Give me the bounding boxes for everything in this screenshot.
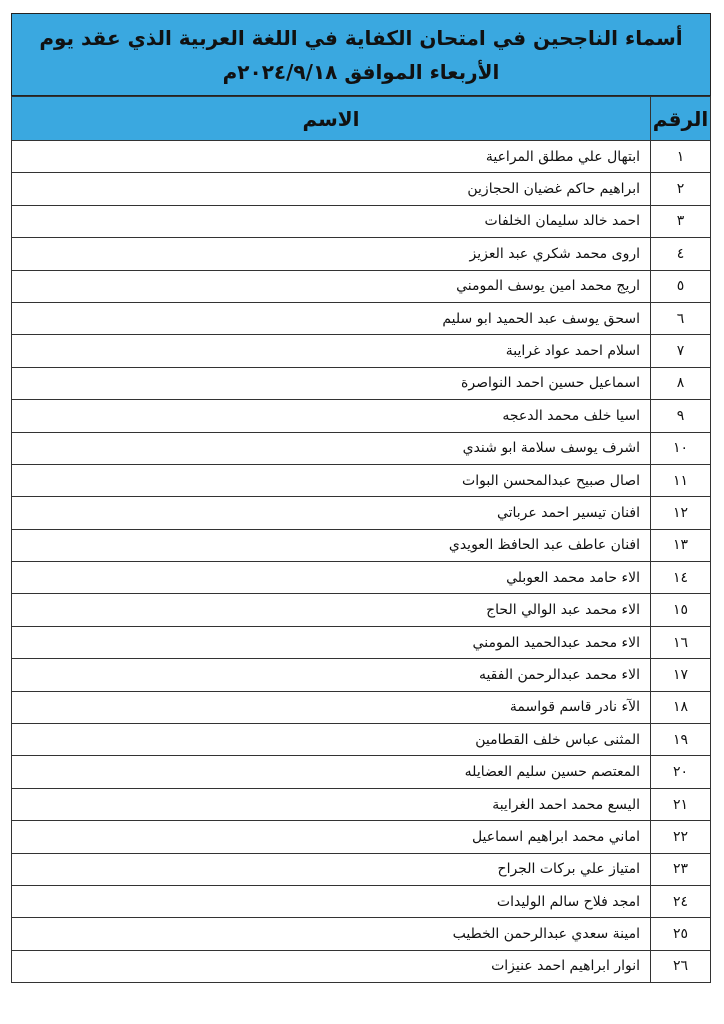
table-row xyxy=(12,400,711,432)
row-number: ٢٣ xyxy=(651,853,711,885)
table-row xyxy=(12,626,711,658)
row-number: ٣ xyxy=(651,205,711,237)
student-name: اليسع محمد احمد الغرايبة xyxy=(12,788,651,820)
table-row xyxy=(12,270,711,302)
student-name: الاء محمد عبدالرحمن الفقيه xyxy=(12,659,651,691)
student-name: الآء نادر قاسم قواسمة xyxy=(12,691,651,723)
row-number: ١٣ xyxy=(651,529,711,561)
table-row xyxy=(12,756,711,788)
student-name: اسلام احمد عواد غرايبة xyxy=(12,335,651,367)
table-header-row xyxy=(12,97,711,141)
student-name: اسماعيل حسين احمد النواصرة xyxy=(12,367,651,399)
student-name: الاء حامد محمد العوبلي xyxy=(12,562,651,594)
student-name: انوار ابراهيم احمد عنيزات xyxy=(12,950,651,982)
table-row xyxy=(12,432,711,464)
table-row xyxy=(12,918,711,950)
table-row xyxy=(12,691,711,723)
table-row xyxy=(12,853,711,885)
title-banner xyxy=(11,13,711,96)
row-number: ١٩ xyxy=(651,724,711,756)
table-row xyxy=(12,594,711,626)
row-number: ١٤ xyxy=(651,562,711,594)
student-name: المثنى عباس خلف القطامين xyxy=(12,724,651,756)
row-number: ١١ xyxy=(651,464,711,496)
table-row xyxy=(12,238,711,270)
table-row xyxy=(12,302,711,334)
student-name: الاء محمد عبد الوالي الحاج xyxy=(12,594,651,626)
table-row xyxy=(12,950,711,982)
row-number: ٢٦ xyxy=(651,950,711,982)
row-number: ١٢ xyxy=(651,497,711,529)
column-header-name: الاسم xyxy=(12,97,651,141)
table-row xyxy=(12,529,711,561)
row-number: ٢ xyxy=(651,173,711,205)
student-name: اماني محمد ابراهيم اسماعيل xyxy=(12,821,651,853)
table-row xyxy=(12,562,711,594)
student-name: الاء محمد عبدالحميد المومني xyxy=(12,626,651,658)
row-number: ٤ xyxy=(651,238,711,270)
student-name: ابتهال علي مطلق المراعية xyxy=(12,141,651,173)
row-number: ١٧ xyxy=(651,659,711,691)
table-row xyxy=(12,205,711,237)
row-number: ٢٢ xyxy=(651,821,711,853)
row-number: ٩ xyxy=(651,400,711,432)
row-number: ١٠ xyxy=(651,432,711,464)
results-table xyxy=(11,96,711,983)
table-row xyxy=(12,788,711,820)
table-row xyxy=(12,724,711,756)
row-number: ١ xyxy=(651,141,711,173)
student-name: اروى محمد شكري عبد العزيز xyxy=(12,238,651,270)
student-name: امينة سعدي عبدالرحمن الخطيب xyxy=(12,918,651,950)
student-name: امتياز علي بركات الجراح xyxy=(12,853,651,885)
table-row xyxy=(12,821,711,853)
row-number: ١٥ xyxy=(651,594,711,626)
row-number: ٢٠ xyxy=(651,756,711,788)
row-number: ٨ xyxy=(651,367,711,399)
student-name: امجد فلاح سالم الوليدات xyxy=(12,885,651,917)
table-row xyxy=(12,497,711,529)
student-name: اشرف يوسف سلامة ابو شندي xyxy=(12,432,651,464)
row-number: ٦ xyxy=(651,302,711,334)
row-number: ١٦ xyxy=(651,626,711,658)
student-name: اريج محمد امين يوسف المومني xyxy=(12,270,651,302)
student-name: افنان تيسير احمد عرباتي xyxy=(12,497,651,529)
row-number: ٢١ xyxy=(651,788,711,820)
row-number: ١٨ xyxy=(651,691,711,723)
table-row xyxy=(12,464,711,496)
table-row xyxy=(12,367,711,399)
table-row xyxy=(12,173,711,205)
page-subtitle-date: الأربعاء الموافق ٢٠٢٤/٩/١٨م xyxy=(222,59,500,84)
row-number: ٢٥ xyxy=(651,918,711,950)
table-row xyxy=(12,885,711,917)
page-title: أسماء الناجحين في امتحان الكفاية في اللغة العربية الذي عقد يوم xyxy=(39,25,683,50)
table-row xyxy=(12,659,711,691)
student-name: اصال صبيح عبدالمحسن البوات xyxy=(12,464,651,496)
student-name: ابراهيم حاكم غضيان الحجازين xyxy=(12,173,651,205)
column-header-number: الرقم xyxy=(651,97,711,141)
student-name: احمد خالد سليمان الخلفات xyxy=(12,205,651,237)
student-name: اسيا خلف محمد الدعجه xyxy=(12,400,651,432)
student-name: اسحق يوسف عبد الحميد ابو سليم xyxy=(12,302,651,334)
table-body xyxy=(12,141,711,983)
results-sheet xyxy=(11,13,711,983)
student-name: افنان عاطف عبد الحافظ العويدي xyxy=(12,529,651,561)
table-row xyxy=(12,141,711,173)
student-name: المعتصم حسين سليم العضايله xyxy=(12,756,651,788)
row-number: ٥ xyxy=(651,270,711,302)
table-row xyxy=(12,335,711,367)
row-number: ٢٤ xyxy=(651,885,711,917)
row-number: ٧ xyxy=(651,335,711,367)
